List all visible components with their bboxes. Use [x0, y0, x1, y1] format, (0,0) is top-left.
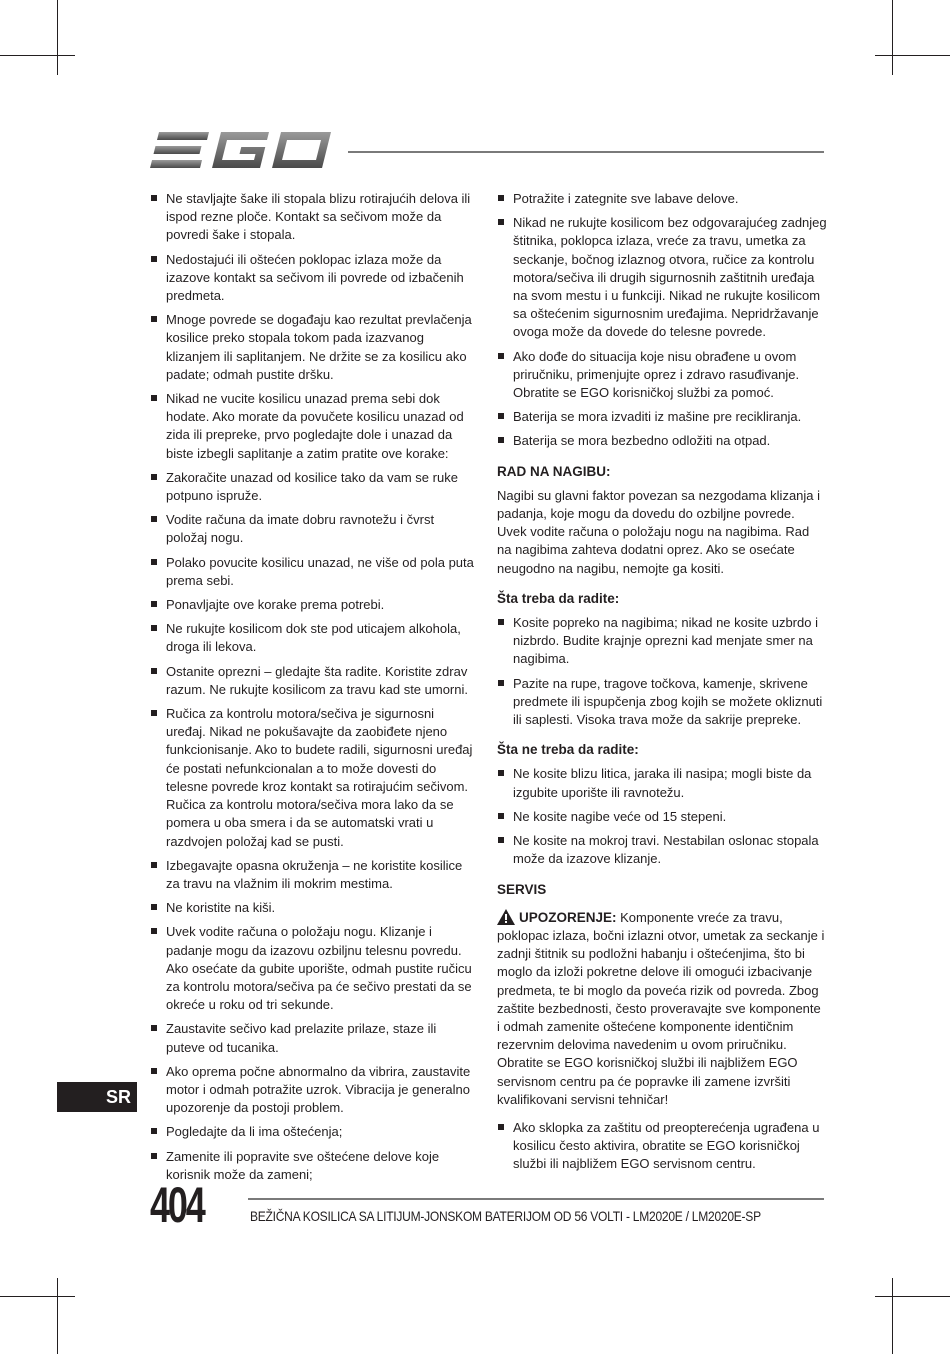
list-item-text: Mnoge povrede se događaju kao rezultat prevlačenja kosilice preko stopala tokom pada izazvanog klizanjem ili saplitanjem. Ne držite se za kosilicu ako padate; odmah pustite dršku. — [166, 312, 472, 382]
service-heading: SERVIS — [497, 881, 547, 897]
list-item-text: Ako oprema počne abnormalno da vibrira, zaustavite motor i odmah potražite uzrok. Vibracija je generalno upozorenje da postoji problem. — [166, 1063, 471, 1116]
list-item-text: Zamenite ili popravite sve oštećene delove koje korisnik može da zameni; — [166, 1148, 440, 1182]
bullet-square-icon — [498, 195, 504, 201]
list-item — [150, 620, 476, 656]
bullet-square-icon — [498, 1124, 504, 1130]
list-item-text: Polako povucite kosilicu unazad, ne više od pola puta prema sebi. — [166, 554, 474, 588]
list-item-text: Ne stavljajte šake ili stopala blizu rotirajućih delova ili ispod rezne ploče. Kontakt sa sečivom može da povredi šake i stopala. — [166, 191, 471, 243]
list-item — [150, 923, 476, 1014]
list-item — [150, 899, 476, 917]
bullet-square-icon — [151, 928, 157, 934]
list-item — [150, 311, 476, 384]
list-item — [150, 1123, 476, 1141]
bullet-square-icon — [151, 601, 157, 607]
list-item — [150, 511, 476, 547]
list-item — [150, 857, 476, 893]
list-item — [497, 614, 827, 669]
crop-mark — [875, 55, 950, 56]
list-item — [497, 675, 827, 730]
language-tab: SR — [57, 1082, 137, 1112]
right-column — [497, 190, 827, 1180]
list-item — [497, 190, 827, 208]
service-warning — [497, 909, 827, 1109]
bullet-square-icon — [151, 668, 157, 674]
bullet-square-icon — [151, 862, 157, 868]
list-item-text: Ne koristite na kiši. — [166, 900, 276, 916]
crop-mark — [875, 1296, 950, 1297]
header-rule — [348, 151, 824, 153]
right-bullet-list — [497, 190, 827, 451]
crop-mark — [892, 0, 893, 75]
list-item — [497, 1119, 827, 1174]
list-item — [497, 432, 827, 450]
bullet-square-icon — [151, 1025, 157, 1031]
list-item — [150, 705, 476, 851]
list-item-text: Ako dođe do situacija koje nisu obrađene u ovom priručniku, primenjujte oprez i zdravo rasuđivanje. Obratite se EGO korisničkoj službi za pomoć. — [513, 348, 800, 401]
list-item — [150, 469, 476, 505]
list-item-text: Pogledajte da li ima oštećenja; — [166, 1124, 343, 1140]
crop-mark — [0, 55, 75, 56]
bullet-square-icon — [151, 316, 157, 322]
bullet-square-icon — [151, 195, 157, 201]
list-item — [150, 390, 476, 463]
list-item — [497, 348, 827, 403]
footer-title: BEŽIČNA KOSILICA SA LITIJUM-JONSKOM BATERIJOM OD 56 VOLTI - LM2020E / LM2020E-SP — [250, 1208, 761, 1224]
list-item — [497, 765, 827, 801]
list-item-text: Zakoračite unazad od kosilice tako da vam se ruke potpuno ispruže. — [166, 469, 458, 504]
dont-list — [497, 765, 827, 868]
list-item — [150, 1020, 476, 1056]
bullet-square-icon — [498, 770, 504, 776]
slope-paragraph: Nagibi su glavni faktor povezan sa nezgodama klizanja i padanja, koje mogu da dovedu do ozbiljne povrede. Uvek vodite računa o položaju nogu na nagibima. Rad na nagibima zahteva dodatni oprez. Ako se osećate neugodno na nagibu, nemojte ga kositi. — [497, 487, 821, 576]
crop-mark — [0, 1296, 75, 1297]
do-heading: Šta treba da radite: — [497, 590, 620, 606]
list-item — [497, 832, 827, 868]
do-list — [497, 614, 827, 729]
bullet-square-icon — [151, 516, 157, 522]
warning-label: UPOZORENJE: — [519, 909, 617, 925]
list-item-text: Izbegavajte opasna okruženja – ne koristite kosilice za travu na vlažnim ili mokrim mestima. — [166, 857, 463, 891]
bullet-square-icon — [151, 474, 157, 480]
list-item — [150, 1063, 476, 1118]
list-item-text: Uvek vodite računa o položaju nogu. Klizanje i padanje mogu da izazovu ozbiljnu telesnu povredu. Ako osećate da gubite uporište, odmah pustite ručicu za kontrolu motora/sečiva pa će sečivo prestati da se okreće u roku od tri sekunde. — [166, 924, 472, 1013]
bullet-square-icon — [151, 625, 157, 631]
bullet-square-icon — [151, 710, 157, 716]
list-item — [497, 214, 827, 341]
list-item-text: Ne kosite blizu litica, jaraka ili nasipa; mogli biste da izgubite uporište ili ravnotežu. — [513, 766, 812, 800]
list-item-text: Pazite na rupe, tragove točkova, kamenje, skrivene predmete ili ispupčenja zbog kojih se možete okliznuti ili saplesti. Visoka trava može da sakrije prepreke. — [513, 675, 823, 728]
bullet-square-icon — [498, 437, 504, 443]
service-list — [497, 1119, 827, 1174]
list-item-text: Ne kosite na mokroj travi. Nestabilan oslonac stopala može da izazove klizanje. — [513, 833, 819, 867]
list-item-text: Ne kosite nagibe veće od 15 stepeni. — [513, 808, 727, 824]
bullet-square-icon — [498, 619, 504, 625]
list-item — [150, 596, 476, 614]
left-column — [150, 190, 476, 1190]
bullet-square-icon — [498, 680, 504, 686]
dont-heading: Šta ne treba da radite: — [497, 742, 639, 758]
list-item — [150, 663, 476, 699]
bullet-square-icon — [151, 395, 157, 401]
bullet-square-icon — [151, 1153, 157, 1159]
crop-mark — [57, 1278, 58, 1354]
list-item-text: Ne rukujte kosilicom dok ste pod uticajem alkohola, droga ili lekova. — [166, 621, 461, 655]
bullet-square-icon — [151, 1068, 157, 1074]
bullet-square-icon — [498, 219, 504, 225]
bullet-square-icon — [151, 904, 157, 910]
list-item-text: Potražite i zategnite sve labave delove. — [513, 191, 739, 206]
list-item-text: Nikad ne rukujte kosilicom bez odgovarajućeg zadnjeg štitnika, poklopca izlaza, vreće za travu, umetka za seckanje, bočnog izlaznog otvora, ručice za kontrolu motora/sečiva ili drugih sigurnosnih zaštitnih uređaja na svom mestu i u funkciji. Nikad ne rukujte kosilicom sa oštećenim sigurnosnim uređajima. Nepridržavanje ovoga može da dovede do telesne povrede. — [513, 215, 827, 340]
list-item-text: Nedostajući ili oštećen poklopac izlaza može da izazove kontakt sa sečivom ili povrede od izbačenih predmeta. — [166, 251, 464, 304]
list-item — [150, 251, 476, 306]
list-item-text: Ostanite oprezni – gledajte šta radite. Koristite zdrav razum. Ne rukujte kosilicom za travu kad ste umorni. — [166, 663, 468, 697]
bullet-square-icon — [498, 353, 504, 359]
list-item-text: Vodite računa da imate dobru ravnotežu i čvrst položaj nogu. — [166, 512, 435, 546]
bullet-square-icon — [498, 413, 504, 419]
bullet-square-icon — [151, 559, 157, 565]
list-item — [150, 554, 476, 590]
list-item-text: Ručica za kontrolu motora/sečiva je sigurnosni uređaj. Nikad ne pokušavajte da zaobiđete njeno funkcionisanje. Ako to budete radili, sigurnosni uređaj će postati nefunkcionalan a to može dovesti do telesne povrede kroz kontakt sa rotirajućim sečivom. Ručica za kontrolu motora/sečiva mora lako da se pomera u oba smera i da se automatski vrati u razdvojen položaj kad se pusti. — [166, 706, 473, 849]
list-item — [497, 808, 827, 826]
crop-mark — [57, 0, 58, 75]
crop-mark — [892, 1278, 893, 1354]
list-item-text: Nikad ne vucite kosilicu unazad prema sebi dok hodate. Ako morate da povučete kosilicu unazad od zida ili prepreke, prvo pogledajte dole i unazad da biste izbegli saplitanje a zatim pratite ove korake: — [166, 391, 464, 461]
list-item-text: Ako sklopka za zaštitu od preopterećenja ugrađena u kosilicu često aktivira, obratite se EGO korisničkoj službi ili najbližem EGO servisnom centru. — [513, 1119, 820, 1172]
ego-logo — [150, 128, 332, 172]
list-item-text: Zaustavite sečivo kad prelazite prilaze, staze ili puteve od tucanika. — [166, 1021, 437, 1055]
list-item — [150, 190, 476, 245]
slope-heading: RAD NA NAGIBU: — [497, 463, 611, 479]
warning-text: Komponente vreće za travu, poklopac izlaza, bočni izlazni otvor, umetak za seckanje i zadnji štitnik su podložni habanju i oštećenjima, što bi moglo da izloži pokretne delove ili omogući izbacivanje predmeta, te bi moglo da poveća rizik od povreda. Zbog zaštite bezbednosti, često proveravajte sve komponente i odmah zamenite oštećene komponente identičnim rezervnim delovima navedenim u ovom priručniku. Obratite se EGO korisničkoj službi ili najbližem EGO servisnom centru pa će popravke ili zamene izvršiti kvalifikovani servisni tehničar! — [497, 909, 825, 1107]
bullet-square-icon — [151, 1128, 157, 1134]
bullet-square-icon — [498, 837, 504, 843]
list-item-text: Ponavljajte ove korake prema potrebi. — [166, 597, 385, 613]
list-item-text: Baterija se mora izvaditi iz mašine pre recikliranja. — [513, 409, 802, 425]
bullet-square-icon — [151, 256, 157, 262]
list-item — [497, 408, 827, 426]
warning-triangle-icon — [497, 909, 515, 925]
bullet-square-icon — [498, 813, 504, 819]
left-bullet-list — [150, 190, 476, 1184]
page-number: 404 — [150, 1177, 204, 1233]
list-item-text: Baterija se mora bezbedno odložiti na otpad. — [513, 433, 771, 449]
footer-rule — [248, 1198, 824, 1200]
list-item-text: Kosite popreko na nagibima; nikad ne kosite uzbrdo i nizbrdo. Budite krajnje oprezni kad menjate smer na nagibima. — [513, 615, 818, 667]
